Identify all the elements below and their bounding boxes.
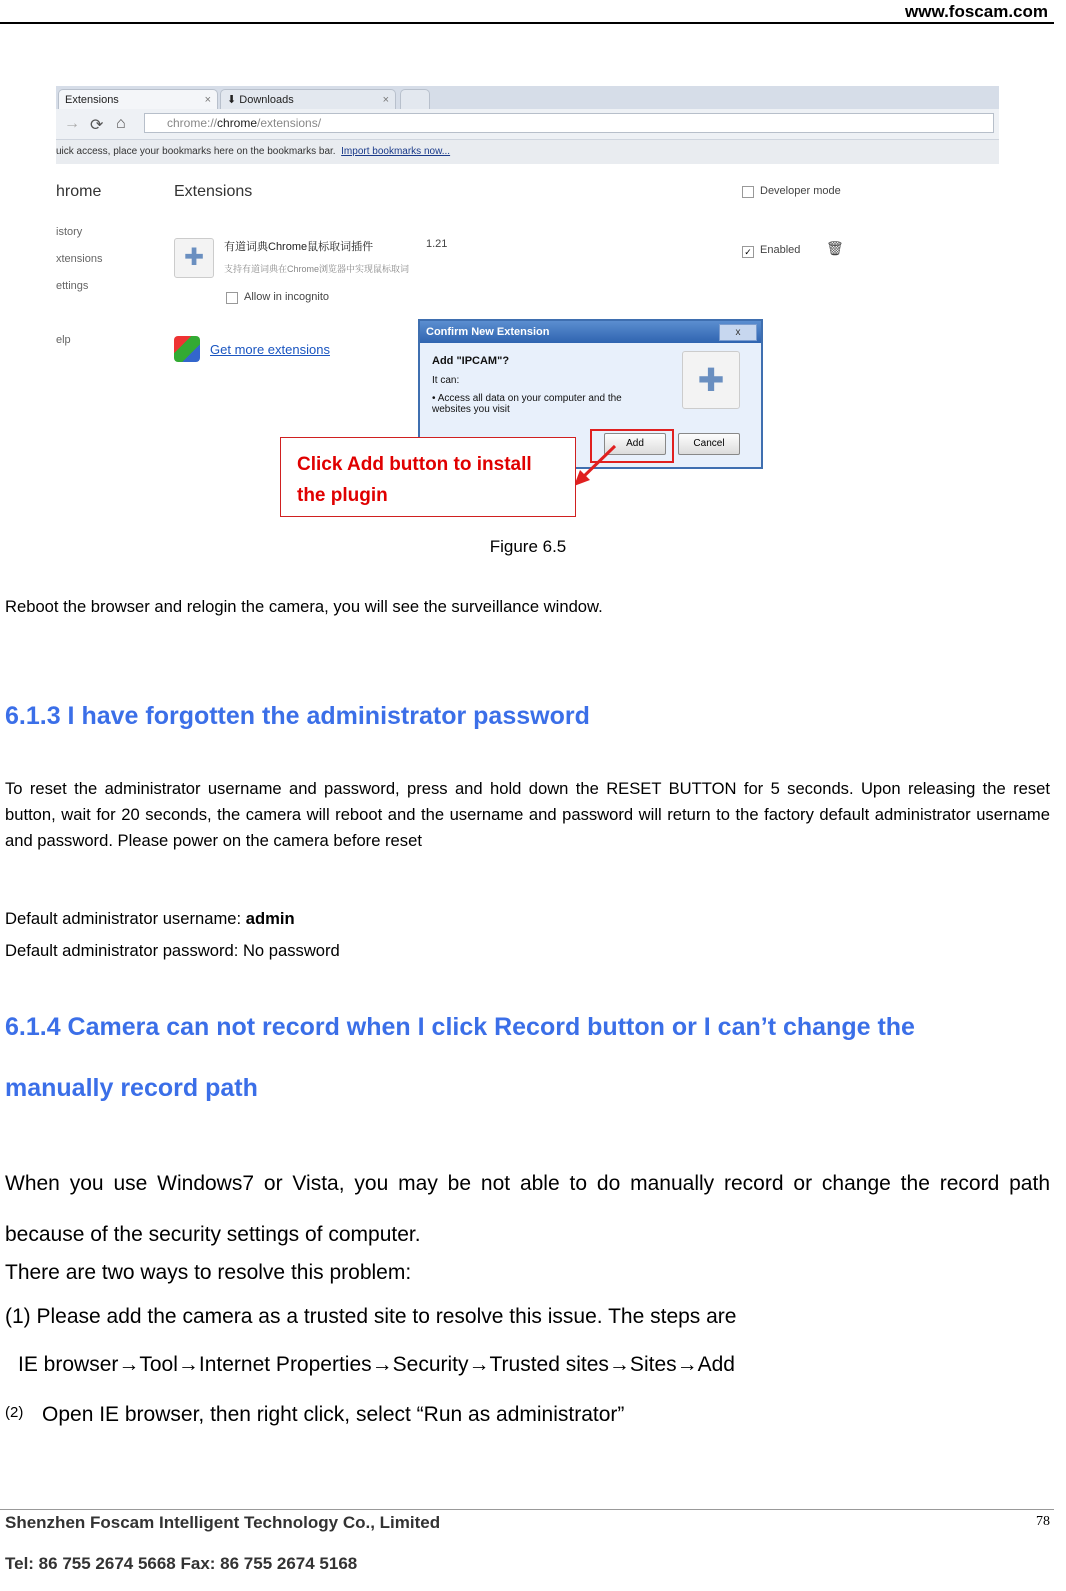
dialog-permission: • Access all data on your computer and the websites you visit [432,393,622,415]
reload-icon[interactable]: ⟳ [90,117,104,134]
dialog-title: Confirm New Extension [420,321,761,343]
section-613-heading: 6.1.3 I have forgotten the administrator password [5,702,590,730]
address-bar[interactable] [144,113,994,133]
dialog-heading: Add "IPCAM"? [432,355,510,367]
callout-line1: Click Add button to install [297,454,532,475]
cancel-button[interactable]: Cancel [678,433,740,455]
section-614-paragraph: When you use Windows7 or Vista, you may be not able to do manually record or change the record path because of the security settings of computer. [5,1172,1050,1246]
header-website[interactable]: www.foscam.com [905,2,1048,21]
get-more-extensions-link[interactable]: Get more extensions [210,342,330,357]
footer-company: Shenzhen Foscam Intelligent Technology Co., Limited [5,1513,441,1532]
reboot-text: Reboot the browser and relogin the camera, you will see the surveillance window. [5,597,603,616]
developer-mode-label: Developer mode [760,185,841,197]
browser-toolbar [56,109,999,140]
import-bookmarks-link[interactable]: Import bookmarks now... [341,146,451,157]
incognito-checkbox[interactable] [226,292,238,304]
footer-rule [0,1509,1054,1510]
forward-icon[interactable]: → [64,115,80,132]
footer-contact: Tel: 86 755 2674 5668 Fax: 86 755 2674 5168 [5,1554,358,1573]
tab-extensions[interactable] [58,89,218,109]
way1-steps: IE browser→Tool→Internet Properties→Security→Trusted sites→Sites→Add [18,1353,735,1376]
home-icon[interactable]: ⌂ [116,115,126,132]
enabled-checkbox[interactable]: ✓ [742,246,754,258]
download-icon: ⬇ [227,94,240,106]
url-prefix: chrome:// [167,116,218,130]
page-number: 78 [1036,1514,1050,1529]
dialog-close-button[interactable]: x [719,324,757,341]
header-rule [0,22,1054,24]
way2-number: (2) [5,1404,24,1421]
dialog-it-can: It can: [432,375,460,386]
bookmarks-text: uick access, place your bookmarks here on the bookmarks bar. [56,146,336,157]
url-host: chrome [217,116,258,130]
close-icon[interactable]: × [204,94,211,106]
callout-box [280,437,576,517]
callout-line2: the plugin [297,485,388,506]
figure-screenshot [56,86,999,492]
figure-caption: Figure 6.5 [489,537,567,556]
ways-text: There are two ways to resolve this problem: [5,1261,412,1284]
browser-tab-bar [56,86,999,109]
developer-mode-checkbox[interactable] [742,186,754,198]
close-icon[interactable]: × [382,94,389,106]
new-tab-button[interactable] [400,89,430,109]
sidebar-item-extensions[interactable]: xtensions [56,253,103,265]
sidebar-item-settings[interactable]: ettings [56,280,89,292]
username-value: admin [245,909,295,928]
add-button[interactable]: Add [604,433,666,455]
default-password-line: Default administrator password: No password [5,941,340,960]
default-username-line [5,906,1050,932]
extension-description: 支持有道词典在Chrome浏览器中实现鼠标取词 [224,264,410,274]
web-store-icon [174,336,200,362]
puzzle-icon: ✚ [682,351,740,409]
tab-label: Extensions [65,94,119,106]
puzzle-icon: ✚ [174,238,214,278]
sidebar-item-help[interactable]: elp [56,334,71,346]
sidebar-item-history[interactable]: istory [56,226,83,238]
sidebar-title: hrome [56,183,102,200]
incognito-label: Allow in incognito [244,291,329,303]
trash-icon[interactable]: 🗑 [826,240,844,256]
section-614-heading-line2: manually record path [5,1074,258,1102]
way2-text: Open IE browser, then right click, select “Run as administrator” [42,1403,625,1426]
extension-name: 有道词典Chrome鼠标取词插件 [224,241,374,253]
tab-downloads[interactable] [220,89,396,109]
extension-version: 1.21 [426,238,448,250]
url-path: /extensions/ [257,116,322,130]
bookmarks-bar [56,140,999,164]
page-title: Extensions [174,183,253,200]
username-label: Default administrator username: [5,909,246,928]
tab-label: Downloads [239,94,294,106]
section-614-heading-line1: 6.1.4 Camera can not record when I click Record button or I can’t change the [5,1013,915,1041]
enabled-label: Enabled [760,244,801,256]
way1-text: (1) Please add the camera as a trusted site to resolve this issue. The steps are [5,1305,737,1328]
section-613-paragraph: To reset the administrator username and password, press and hold down the RESET BUTTON for 5 seconds. Upon releasing the reset button, wait for 20 seconds, the camera will reboot and the username and password will return to the factory default administrator username and password. Please power on the camera before reset [5,779,1050,850]
